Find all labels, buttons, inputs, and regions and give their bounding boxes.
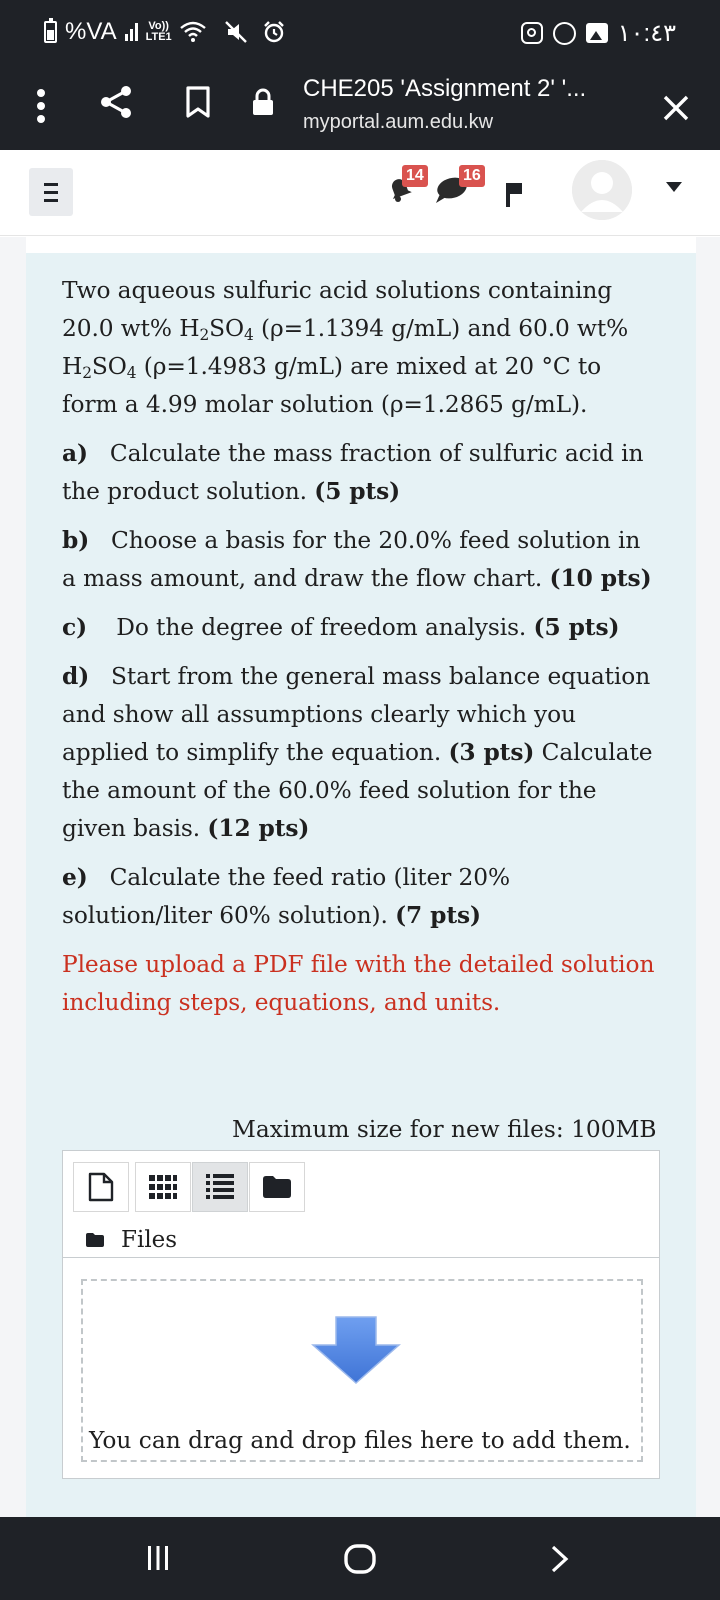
part-label: b) [62,527,90,554]
notifications-badge: 14 [402,165,428,187]
question-part-a [62,435,660,511]
files-breadcrumb[interactable] [85,1227,177,1253]
intro-part: (ρ=1.1394 g/mL) and 60.0 wt% H [62,315,629,380]
whatsapp-icon [553,22,576,45]
part-label: c) [62,614,88,641]
question-part-e [62,859,660,935]
drop-area[interactable] [81,1279,643,1462]
intro-part: SO [91,353,127,380]
messages-badge: 16 [459,165,485,187]
part-label: e) [62,864,88,891]
question-card-top [26,237,696,253]
part-text: Do the degree of freedom analysis. [116,614,527,641]
gallery-icon [586,23,608,43]
menu-line [44,191,58,194]
view-icons-button[interactable] [135,1162,191,1212]
intro-part: SO [209,315,244,342]
subscript: 4 [126,363,137,382]
view-tree-button[interactable] [249,1162,305,1212]
part-points: (7 pts) [395,902,481,929]
bookmark-icon[interactable] [182,80,214,124]
page-title: CHE205 'Assignment 2' '... [303,75,587,102]
question-intro [62,272,660,424]
address-field[interactable] [303,74,633,136]
lock-icon [250,82,276,122]
home-icon[interactable] [343,1543,377,1575]
flag-icon[interactable] [505,182,523,208]
folder-icon [262,1175,292,1199]
part-points-2: (12 pts) [207,815,310,842]
subscript: 2 [82,363,92,382]
intro-part: (ρ=1.4983 g/mL) are mixed at 20 °C to form a 4.99 molar solution (ρ=1.2865 g/mL). [62,353,602,418]
part-label: d) [62,663,90,690]
clock: ١٠:٤٣ [617,19,676,47]
instagram-icon [521,22,543,44]
wifi-icon [180,21,206,43]
alarm-icon [262,20,286,44]
chevron-down-icon[interactable] [666,182,682,192]
part-points: (3 pts) [448,739,535,766]
menu-line [44,183,58,186]
part-label: a) [62,440,88,467]
back-icon[interactable] [550,1545,570,1573]
file-manager-toolbar [62,1150,660,1257]
intro-part: Two aqueous sulfuric acid solutions containing 20.0 wt% H [62,277,613,342]
file-drop-zone[interactable] [62,1257,660,1479]
subscript: 4 [244,325,254,344]
more-vert-icon[interactable] [28,84,54,128]
menu-line [44,199,58,202]
mute-icon [224,20,248,44]
part-text: Calculate the feed ratio (liter 20% solution/liter 60% solution). [62,864,510,929]
status-bar [0,0,720,64]
signal-icon [125,23,138,41]
question-part-d [62,658,660,848]
lte-label: LTE1 [145,31,172,43]
download-arrow-icon [311,1315,401,1385]
status-right [521,16,676,50]
question-part-b [62,522,660,598]
part-text: Start from the general mass balance equation and show all assumptions clearly which you applied to simplify the equation. [62,663,651,766]
question-part-c [62,609,660,647]
folder-icon [85,1232,105,1248]
part-points: (5 pts) [314,478,401,505]
part-points: (10 pts) [549,565,652,592]
system-nav-bar [0,1517,720,1600]
drop-hint: You can drag and drop files here to add them. [89,1427,631,1454]
max-file-size: Maximum size for new files: 100MB [232,1116,657,1143]
grid-icon [148,1174,178,1200]
browser-toolbar [0,64,720,150]
url-host: myportal.aum.edu.kw [303,111,494,133]
file-icon [88,1172,114,1202]
part-text: Choose a basis for the 20.0% feed solution in a mass amount, and draw the flow chart. [62,527,641,592]
add-file-button[interactable] [73,1162,129,1212]
user-avatar[interactable] [572,160,632,220]
volte-indicator [146,21,172,43]
upload-note: Please upload a PDF file with the detailed solution including steps, equations, and units. [62,951,655,1016]
part-text: Calculate the mass fraction of sulfuric acid in the product solution. [62,440,644,505]
part-text-2: Calculate the amount of the 60.0% feed solution for the given basis. [62,739,653,842]
files-path-label: Files [121,1227,178,1253]
subscript: 2 [199,325,210,344]
part-points: (5 pts) [533,614,620,641]
battery-icon [44,21,57,43]
recent-apps-icon[interactable] [146,1545,170,1571]
share-icon[interactable] [94,80,138,124]
close-icon[interactable] [660,86,692,130]
status-left [44,14,286,50]
view-list-button[interactable] [192,1162,248,1212]
volte-label: Vo)) [148,20,169,32]
menu-toggle-button[interactable] [29,168,73,216]
list-icon [205,1173,235,1201]
battery-percent: %VA [65,18,117,45]
